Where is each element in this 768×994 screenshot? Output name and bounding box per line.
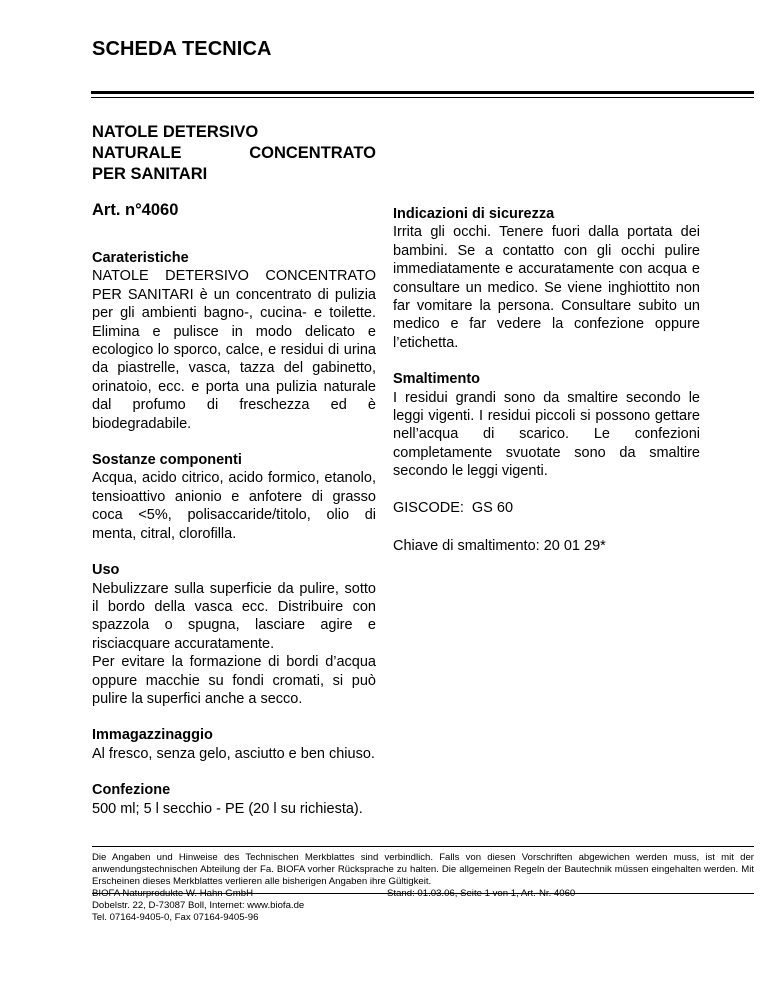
section-text: Al fresco, senza gelo, asciutto e ben chiuso. [92, 745, 375, 762]
section-text-2: Per evitare la formazione di bordi d’acqua oppure macchie su fondi cromati, si può pulire la superfici anche a secco. [92, 654, 376, 707]
section-text: Acqua, acido citrico, acido formico, etanolo, tensioattivo anionio e anfotere di grasso coca <5%, polisaccaride/titolo, olio di menta, citral, clorofilla. [92, 470, 376, 542]
product-title-word-concentrato: CONCENTRATO [249, 144, 376, 162]
section-immagazzinaggio [92, 726, 376, 763]
giscode [393, 499, 700, 517]
giscode-value: GS 60 [471, 499, 514, 516]
section-sicurezza [393, 205, 700, 352]
section-text: I residui grandi sono da smaltire secondo le leggi vigenti. I residui piccoli si possono gettare nell’acqua di scarico. Le confezioni completamente svuotate sono da smaltire secondo le leggi vigenti. [393, 389, 700, 480]
section-smaltimento [393, 370, 700, 480]
product-title-line1: NATOLE DETERSIVO [92, 123, 259, 141]
section-heading: Confezione [92, 782, 171, 799]
product-title-word-naturale: NATURALE [92, 144, 182, 162]
footer-street: Dobelstr. 22, D-73087 Boll, Internet: www.biofa.de [92, 900, 305, 912]
section-heading: Immagazzinaggio [92, 727, 213, 744]
section-heading: Carateristiche [92, 250, 189, 266]
footer-address-block [92, 888, 304, 925]
header-divider-thick [91, 91, 754, 94]
section-sostanze [92, 451, 376, 543]
product-title-line3: PER SANITARI [92, 165, 208, 183]
page-title: SCHEDA TECNICA [92, 38, 272, 60]
disposal-key: Chiave di smaltimento: 20 01 29* [393, 538, 606, 555]
left-column [92, 249, 376, 836]
section-text: NATOLE DETERSIVO CONCENTRATO PER SANITARI è un concentrato di pulizia per gli ambienti bagno-, cucina- e toilette. Elimina e pulisce in modo delicato e ecologico lo sporco, calce, e residui di urina da piastrelle, vasca, tazza del gabinetto, orinatoio, ecc. e porta una pulizia naturale dal profumo di freschezza ed è biodegradabile. [92, 268, 376, 432]
section-confezione [92, 781, 376, 818]
product-title-line2 [92, 143, 376, 164]
header-divider-thin [91, 97, 754, 98]
section-heading: Smaltimento [393, 371, 481, 388]
article-number: Art. n°4060 [92, 201, 179, 219]
footer-company: BIOFA Naturprodukte W. Hahn GmbH [92, 888, 254, 899]
section-heading: Sostanze componenti [92, 452, 242, 469]
section-caratteristiche [92, 249, 376, 433]
giscode-label: GISCODE: [393, 499, 464, 516]
section-uso [92, 561, 376, 708]
section-text: Nebulizzare sulla superficie da pulire, sotto il bordo della vasca ecc. Distribuire con spazzola o spugna, lasciare agire e risciacquare accuratamente. [92, 580, 376, 652]
section-heading: Indicazioni di sicurezza [393, 206, 555, 222]
right-column [393, 205, 700, 576]
footer-disclaimer: Die Angaben und Hinweise des Technischen Merkblattes sind verbindlich. Falls von diesen Vorschriften abgewichen werden muss, ist mit der anwendungstechnischen Abteilung der Fa. BIOFA vorher Rücksprache zu halten. Die allgemeinen Regeln der Bautechnik müssen eingehalten werden. Mit Erscheinen dieses Merkblattes verlieren alle bisherigen Angaben ihre Gültigkeit. [92, 846, 754, 894]
footer-stand: Stand: 01.03.06, Seite 1 von 1, Art.-Nr. 4060 [387, 888, 576, 899]
footer-phone: Tel. 07164-9405-0, Fax 07164-9405-96 [92, 912, 259, 924]
section-heading: Uso [92, 562, 120, 579]
section-text: Irrita gli occhi. Tenere fuori dalla portata dei bambini. Se a contatto con gli occhi pulire immediatamente e accuratamente con acqua e consultare un medico. Se viene inghiottito non far vomitare la persona. Consultare subito un medico e far vedere la confezione oppure l’etichetta. [393, 224, 700, 351]
section-text: 500 ml; 5 l secchio - PE (20 l su richiesta). [92, 800, 363, 817]
product-title [92, 122, 376, 185]
